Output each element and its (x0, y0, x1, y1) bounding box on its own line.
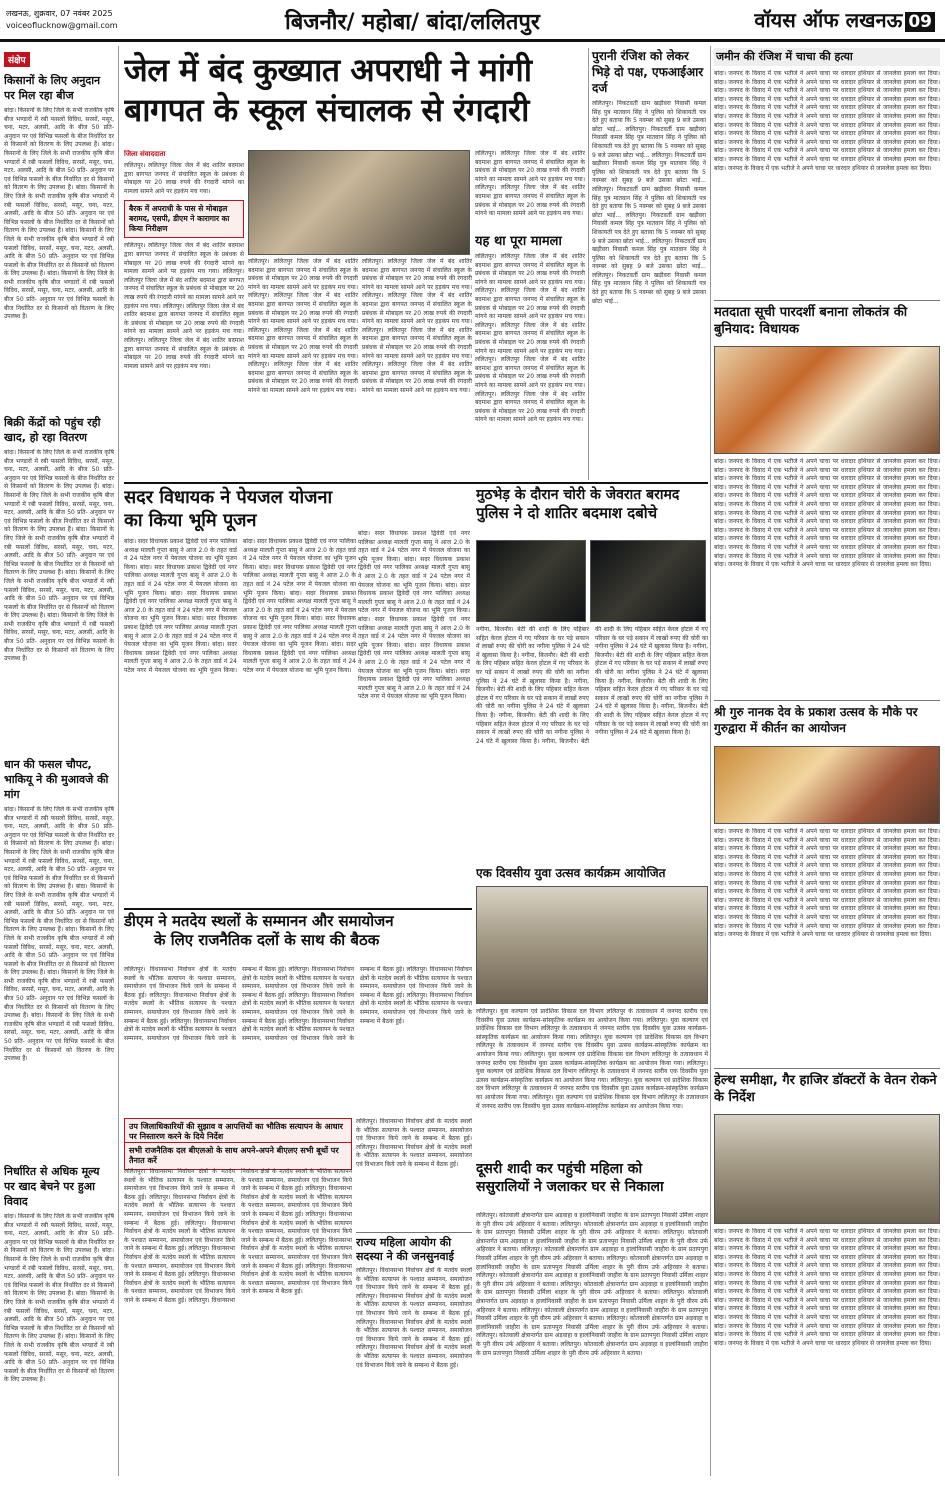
youth-fest-body: ललितपुर। युवा कल्याण एवं प्रादेशिक विकास दल विभाग ललितपुर के तत्वावधान में जनपद स्तरीय एक दिवसीय युवा उत्सव कार्यक्रम-सांस्कृतिक कार्यक्रम का आयोजन किया गया। ललितपुर। युवा कल्याण एवं प्रादेशिक विकास दल विभाग ललितपुर के तत्वावधान में जनपद स्तरीय एक दिवसीय युवा उत्सव कार्यक्रम-सांस्कृतिक कार्यक्रम का आयोजन किया गया। ललितपुर। युवा कल्याण एवं प्रादेशिक विकास दल विभाग ललितपुर के तत्वावधान में जनपद स्तरीय एक दिवसीय युवा उत्सव कार्यक्रम-सांस्कृतिक कार्यक्रम का आयोजन किया गया। ललितपुर। युवा कल्याण एवं प्रादेशिक विकास दल विभाग ललितपुर के तत्वावधान में जनपद स्तरीय एक दिवसीय युवा उत्सव कार्यक्रम-सांस्कृतिक कार्यक्रम का आयोजन किया गया। ललितपुर। युवा कल्याण एवं प्रादेशिक विकास दल विभाग ललितपुर के तत्वावधान में जनपद स्तरीय एक दिवसीय युवा उत्सव कार्यक्रम-सांस्कृतिक कार्यक्रम का आयोजन किया गया। ललितपुर। युवा कल्याण एवं प्रादेशिक विकास दल विभाग ललितपुर के तत्वावधान में जनपद स्तरीय एक दिवसीय युवा उत्सव कार्यक्रम-सांस्कृतिक कार्यक्रम का आयोजन किया गया। ललितपुर। युवा कल्याण एवं प्रादेशिक विकास दल विभाग ललितपुर के तत्वावधान में जनपद स्तरीय एक दिवसीय युवा उत्सव कार्यक्रम-सांस्कृतिक कार्यक्रम का आयोजन किया गया। (476, 1008, 708, 1110)
health-review-photo (714, 1114, 940, 1224)
sidebar (4, 48, 114, 1478)
masthead-left (6, 8, 118, 32)
brand-name: वॉयस ऑफ लखनऊ (754, 8, 903, 32)
lead-body-col3: ललितपुर। ललितपुर जिला जेल में बंद शातिर बदमाश द्वारा बागपत जनपद में संचालित स्कूल के प्रबंधक से मोबाइल पर 20 लाख रुपये की रंगदारी मांगने का मामला सामने आने पर हड़कंप मच गया। ललितपुर। ललितपुर जिला जेल में बंद शातिर बदमाश द्वारा बागपत जनपद में संचालित स्कूल के प्रबंधक से मोबाइल पर 20 लाख रुपये की रंगदारी मांगने का मामला सामने आने पर हड़कंप मच गया। ललितपुर। ललितपुर जिला जेल में बंद शातिर बदमाश द्वारा बागपत जनपद में संचालित स्कूल के प्रबंधक से मोबाइल पर 20 लाख रुपये की रंगदारी मांगने का मामला सामने आने पर हड़कंप मच गया। ललितपुर। ललितपुर जिला जेल में बंद शातिर बदमाश द्वारा बागपत जनपद में संचालित स्कूल के प्रबंधक से मोबाइल पर 20 लाख रुपये की रंगदारी मांगने का मामला सामने आने पर हड़कंप मच गया। (362, 258, 472, 394)
section-title: बिजनौर/ महोबा/ बांदा/ललितपुर (285, 10, 540, 35)
encounter-body: नगीना, बिजनौर। बेटी की शादी के लिए पहिबार सहित केरल होटल में गए परिवार के घर पड़े सकान में लाखों रुपए की चोरी का नगीना पुलिस ने 24 घंटे में खुलासा किया है। नगीना, बिजनौर। बेटी की शादी के लिए पहिबार सहित केरल होटल में गए परिवार के घर पड़े सकान में लाखों रुपए की चोरी का नगीना पुलिस ने 24 घंटे में खुलासा किया है। नगीना, बिजनौर। बेटी की शादी के लिए पहिबार सहित केरल होटल में गए परिवार के घर पड़े सकान में लाखों रुपए की चोरी का नगीना पुलिस ने 24 घंटे में खुलासा किया है। नगीना, बिजनौर। बेटी की शादी के लिए पहिबार सहित केरल होटल में गए परिवार के घर पड़े सकान में लाखों रुपए की चोरी का नगीना पुलिस ने 24 घंटे में खुलासा किया है। नगीना, बिजनौर। बेटी की शादी के लिए पहिबार सहित केरल होटल में गए परिवार के घर पड़े सकान में लाखों रुपए की चोरी का नगीना पुलिस ने 24 घंटे में खुलासा किया है। नगीना, बिजनौर। बेटी की शादी के लिए पहिबार सहित केरल होटल में गए परिवार के घर पड़े सकान में लाखों रुपए की चोरी का नगीना पुलिस ने 24 घंटे में खुलासा किया है। नगीना, बिजनौर। बेटी की शादी के लिए पहिबार सहित केरल होटल में गए परिवार के घर पड़े सकान में लाखों रुपए की चोरी का नगीना पुलिस ने 24 घंटे में खुलासा किया है। नगीना, बिजनौर। बेटी की शादी के लिए पहिबार सहित केरल होटल में गए परिवार के घर पड़े सकान में लाखों रुपए की चोरी का नगीना पुलिस ने 24 घंटे में खुलासा किया है। (476, 626, 708, 745)
brief-headline: बिक्री केंद्रों को पहुंच रही खाद, हो रहा वितरण (4, 416, 101, 444)
brief-body: बांदा। किसानों के लिए जिले के सभी राजकीय कृषि बीज भण्डारों में रबी फसलों विविध, सरसों, मसूर, चना, मटर, अलसी, आदि के बीज 50 प्रति- अनुदान पर एवं विभिन्न फसलों के बीज निर्धारित दर से किसानों को वितरण के लिए उपलब्ध हैं। बांदा। किसानों के लिए जिले के सभी राजकीय कृषि बीज भण्डारों में रबी फसलों विविध, सरसों, मसूर, चना, मटर, अलसी, आदि के बीज 50 प्रति- अनुदान पर एवं विभिन्न फसलों के बीज निर्धारित दर से किसानों को वितरण के लिए उपलब्ध हैं। बांदा। किसानों के लिए जिले के सभी राजकीय कृषि बीज भण्डारों में रबी फसलों विविध, सरसों, मसूर, चना, मटर, अलसी, आदि के बीज 50 प्रति- अनुदान पर एवं विभिन्न फसलों के बीज निर्धारित दर से किसानों को वितरण के लिए उपलब्ध हैं। बांदा। किसानों के लिए जिले के सभी राजकीय कृषि बीज भण्डारों में रबी फसलों विविध, सरसों, मसूर, चना, मटर, अलसी, आदि के बीज 50 प्रति- अनुदान पर एवं विभिन्न फसलों के बीज निर्धारित दर से किसानों को वितरण के लिए उपलब्ध हैं। बांदा। किसानों के लिए जिले के सभी राजकीय कृषि बीज भण्डारों में रबी फसलों विविध, सरसों, मसूर, चना, मटर, अलसी, आदि के बीज 50 प्रति- अनुदान पर एवं विभिन्न फसलों के बीज निर्धारित दर से किसानों को वितरण के लिए उपलब्ध हैं। (4, 107, 114, 321)
marriage-body: ललितपुर। कोतवाली क्षेत्रान्तर्गत ग्राम अड़वाहा व हालांनिवासी जाहौरा के ग्राम प्रतापपुरा निवासी उर्मिला शाहार के पुरी वीरम उर्फ अहिरवार ने बताया। ललितपुर। कोतवाली क्षेत्रान्तर्गत ग्राम अड़वाहा व हालांनिवासी जाहौरा के ग्राम प्रतापपुरा निवासी उर्मिला शाहार के पुरी वीरम उर्फ अहिरवार ने बताया। ललितपुर। कोतवाली क्षेत्रान्तर्गत ग्राम अड़वाहा व हालांनिवासी जाहौरा के ग्राम प्रतापपुरा निवासी उर्मिला शाहार के पुरी वीरम उर्फ अहिरवार ने बताया। ललितपुर। कोतवाली क्षेत्रान्तर्गत ग्राम अड़वाहा व हालांनिवासी जाहौरा के ग्राम प्रतापपुरा निवासी उर्मिला शाहार के पुरी वीरम उर्फ अहिरवार ने बताया। ललितपुर। कोतवाली क्षेत्रान्तर्गत ग्राम अड़वाहा व हालांनिवासी जाहौरा के ग्राम प्रतापपुरा निवासी उर्मिला शाहार के पुरी वीरम उर्फ अहिरवार ने बताया। ललितपुर। कोतवाली क्षेत्रान्तर्गत ग्राम अड़वाहा व हालांनिवासी जाहौरा के ग्राम प्रतापपुरा निवासी उर्मिला शाहार के पुरी वीरम उर्फ अहिरवार ने बताया। ललितपुर। कोतवाली क्षेत्रान्तर्गत ग्राम अड़वाहा व हालांनिवासी जाहौरा के ग्राम प्रतापपुरा निवासी उर्मिला शाहार के पुरी वीरम उर्फ अहिरवार ने बताया। ललितपुर। कोतवाली क्षेत्रान्तर्गत ग्राम अड़वाहा व हालांनिवासी जाहौरा के ग्राम प्रतापपुरा निवासी उर्मिला शाहार के पुरी वीरम उर्फ अहिरवार ने बताया। ललितपुर। कोतवाली क्षेत्रान्तर्गत ग्राम अड़वाहा व हालांनिवासी जाहौरा के ग्राम प्रतापपुरा निवासी उर्मिला शाहार के पुरी वीरम उर्फ अहिरवार ने बताया। ललितपुर। कोतवाली क्षेत्रान्तर्गत ग्राम अड़वाहा व हालांनिवासी जाहौरा के ग्राम प्रतापपुरा निवासी उर्मिला शाहार के पुरी वीरम उर्फ अहिरवार ने बताया। ललितपुर। कोतवाली क्षेत्रान्तर्गत ग्राम अड़वाहा व हालांनिवासी जाहौरा के ग्राम प्रतापपुरा निवासी उर्मिला शाहार के पुरी वीरम उर्फ अहिरवार ने बताया। ललितपुर। कोतवाली क्षेत्रान्तर्गत ग्राम अड़वाहा व हालांनिवासी जाहौरा के ग्राम प्रतापपुरा निवासी उर्मिला शाहार के पुरी वीरम उर्फ अहिरवार ने बताया। (476, 1212, 708, 1357)
lead-body-col2: ललितपुर। ललितपुर जिला जेल में बंद शातिर बदमाश द्वारा बागपत जनपद में संचालित स्कूल के प्रबंधक से मोबाइल पर 20 लाख रुपये की रंगदारी मांगने का मामला सामने आने पर हड़कंप मच गया। ललितपुर। ललितपुर जिला जेल में बंद शातिर बदमाश द्वारा बागपत जनपद में संचालित स्कूल के प्रबंधक से मोबाइल पर 20 लाख रुपये की रंगदारी मांगने का मामला सामने आने पर हड़कंप मच गया। ललितपुर। ललितपुर जिला जेल में बंद शातिर बदमाश द्वारा बागपत जनपद में संचालित स्कूल के प्रबंधक से मोबाइल पर 20 लाख रुपये की रंगदारी मांगने का मामला सामने आने पर हड़कंप मच गया। ललितपुर। ललितपुर जिला जेल में बंद शातिर बदमाश द्वारा बागपत जनपद में संचालित स्कूल के प्रबंधक से मोबाइल पर 20 लाख रुपये की रंगदारी मांगने का मामला सामने आने पर हड़कंप मच गया। (248, 258, 358, 394)
brief-body: बांदा। किसानों के लिए जिले के सभी राजकीय कृषि बीज भण्डारों में रबी फसलों विविध, सरसों, मसूर, चना, मटर, अलसी, आदि के बीज 50 प्रति- अनुदान पर एवं विभिन्न फसलों के बीज निर्धारित दर से किसानों को वितरण के लिए उपलब्ध हैं। बांदा। किसानों के लिए जिले के सभी राजकीय कृषि बीज भण्डारों में रबी फसलों विविध, सरसों, मसूर, चना, मटर, अलसी, आदि के बीज 50 प्रति- अनुदान पर एवं विभिन्न फसलों के बीज निर्धारित दर से किसानों को वितरण के लिए उपलब्ध हैं। बांदा। किसानों के लिए जिले के सभी राजकीय कृषि बीज भण्डारों में रबी फसलों विविध, सरसों, मसूर, चना, मटर, अलसी, आदि के बीज 50 प्रति- अनुदान पर एवं विभिन्न फसलों के बीज निर्धारित दर से किसानों को वितरण के लिए उपलब्ध हैं। बांदा। किसानों के लिए जिले के सभी राजकीय कृषि बीज भण्डारों में रबी फसलों विविध, सरसों, मसूर, चना, मटर, अलसी, आदि के बीज 50 प्रति- अनुदान पर एवं विभिन्न फसलों के बीज निर्धारित दर से किसानों को वितरण के लिए उपलब्ध हैं। (4, 1213, 114, 1384)
masthead (0, 0, 945, 42)
encounter-headline: मुठभेड़ के दौरान चोरी के जेवरात बरामद पुलिस ने दो शातिर बदमाश दबोचे (476, 487, 680, 522)
commission-headline: राज्य महिला आयोग की सदस्या ने की जनसुनवाई (356, 1232, 472, 1264)
lead-photo-jail (248, 150, 470, 255)
lead-highlight-box: बैरक में अपराधी के पास से मोबाइल बरामद, एसपी, डीएम ने कारागार का किया निरीक्षण (124, 200, 244, 238)
brief-body: बांदा। किसानों के लिए जिले के सभी राजकीय कृषि बीज भण्डारों में रबी फसलों विविध, सरसों, मसूर, चना, मटर, अलसी, आदि के बीज 50 प्रति- अनुदान पर एवं विभिन्न फसलों के बीज निर्धारित दर से किसानों को वितरण के लिए उपलब्ध हैं। बांदा। किसानों के लिए जिले के सभी राजकीय कृषि बीज भण्डारों में रबी फसलों विविध, सरसों, मसूर, चना, मटर, अलसी, आदि के बीज 50 प्रति- अनुदान पर एवं विभिन्न फसलों के बीज निर्धारित दर से किसानों को वितरण के लिए उपलब्ध हैं। बांदा। किसानों के लिए जिले के सभी राजकीय कृषि बीज भण्डारों में रबी फसलों विविध, सरसों, मसूर, चना, मटर, अलसी, आदि के बीज 50 प्रति- अनुदान पर एवं विभिन्न फसलों के बीज निर्धारित दर से किसानों को वितरण के लिए उपलब्ध हैं। बांदा। किसानों के लिए जिले के सभी राजकीय कृषि बीज भण्डारों में रबी फसलों विविध, सरसों, मसूर, चना, मटर, अलसी, आदि के बीज 50 प्रति- अनुदान पर एवं विभिन्न फसलों के बीज निर्धारित दर से किसानों को वितरण के लिए उपलब्ध हैं। बांदा। किसानों के लिए जिले के सभी राजकीय कृषि बीज भण्डारों में रबी फसलों विविध, सरसों, मसूर, चना, मटर, अलसी, आदि के बीज 50 प्रति- अनुदान पर एवं विभिन्न फसलों के बीज निर्धारित दर से किसानों को वितरण के लिए उपलब्ध हैं। (4, 449, 114, 663)
uncle-murder-story: जमीन की रंजिश में चाचा की हत्या बांदा। जनपद के विवाद में एक भतीजे ने अपने चाचा पर धारदार हथियार से जानलेवा हमला कर दिया। बांदा। जनपद के विवाद में एक भतीजे ने अपने चाचा पर धारदार हथियार से जानलेवा हमला कर दिया। बांदा। जनपद के विवाद में एक भतीजे ने अपने चाचा पर धारदार हथियार से जानलेवा हमला कर दिया। बांदा। जनपद के विवाद में एक भतीजे ने अपने चाचा पर धारदार हथियार से जानलेवा हमला कर दिया। बांदा। जनपद के विवाद में एक भतीजे ने अपने चाचा पर धारदार हथियार से जानलेवा हमला कर दिया। बांदा। जनपद के विवाद में एक भतीजे ने अपने चाचा पर धारदार हथियार से जानलेवा हमला कर दिया। बांदा। जनपद के विवाद में एक भतीजे ने अपने चाचा पर धारदार हथियार से जानलेवा हमला कर दिया। बांदा। जनपद के विवाद में एक भतीजे ने अपने चाचा पर धारदार हथियार से जानलेवा हमला कर दिया। बांदा। जनपद के विवाद में एक भतीजे ने अपने चाचा पर धारदार हथियार से जानलेवा हमला कर दिया। बांदा। जनपद के विवाद में एक भतीजे ने अपने चाचा पर धारदार हथियार से जानलेवा हमला कर दिया। बांदा। जनपद के विवाद में एक भतीजे ने अपने चाचा पर धारदार हथियार से जानलेवा हमला कर दिया। बांदा। जनपद के विवाद में एक भतीजे ने अपने चाचा पर धारदार हथियार से जानलेवा हमला कर दिया। (714, 50, 940, 172)
divider (714, 700, 940, 701)
voter-list-headline: मतदाता सूची पारदर्शी बनाना लोकतंत्र की बुनियाद: विधायक (714, 305, 908, 337)
women-commission: ललितपुर। विधानसभा निर्वाचन क्षेत्रों के मतदेय स्थलों के भौतिक सत्यापन के पश्चात सम्मानन, समायोजन एवं विभाजन किये जाने के सम्बन्ध में बैठक हुई। ललितपुर। विधानसभा निर्वाचन क्षेत्रों के मतदेय स्थलों के भौतिक सत्यापन के पश्चात सम्मानन, समायोजन एवं विभाजन किये जाने के सम्बन्ध में बैठक हुई। राज्य महिला आयोग की सदस्या ने की जनसुनवाई ललितपुर। विधानसभा निर्वाचन क्षेत्रों के मतदेय स्थलों के भौतिक सत्यापन के पश्चात सम्मानन, समायोजन एवं विभाजन किये जाने के सम्बन्ध में बैठक हुई। ललितपुर। विधानसभा निर्वाचन क्षेत्रों के मतदेय स्थलों के भौतिक सत्यापन के पश्चात सम्मानन, समायोजन एवं विभाजन किये जाने के सम्बन्ध में बैठक हुई। ललितपुर। विधानसभा निर्वाचन क्षेत्रों के मतदेय स्थलों के भौतिक सत्यापन के पश्चात सम्मानन, समायोजन एवं विभाजन किये जाने के सम्बन्ध में बैठक हुई। ललितपुर। विधानसभा निर्वाचन क्षेत्रों के मतदेय स्थलों के भौतिक सत्यापन के पश्चात सम्मानन, समायोजन एवं विभाजन किये जाने के सम्बन्ध में बैठक हुई। (356, 1118, 472, 1369)
column-rule (118, 46, 119, 1476)
lead-byline: जिला संवाददाता (124, 150, 166, 158)
divider (714, 300, 940, 301)
rivalry-headline: पुरानी रंजिश को लेकर भिड़े दो पक्ष, एफआईआर दर्ज (592, 49, 704, 95)
divider (124, 908, 472, 910)
brief-headline: किसानों के लिए अनुदान पर मिल रहा बीज (4, 74, 101, 102)
sidebar-label: संक्षेप (4, 52, 30, 67)
lead-headline: जेल में बंद कुख्यात अपराधी ने मांगी बागपत के स्कूल संचालक से रंगदारी (124, 51, 532, 129)
column-rule (710, 46, 711, 1476)
dm-meeting-headline: डीएम ने मतदेय स्थलों के सम्मानन और समायोजन के लिए राजनैतिक दलों के साथ की बैठक (124, 912, 394, 949)
gurudwara-headline: श्री गुरु नानक देव के प्रकाश उत्सव के मौके पर गुरुद्वारा में कीर्तन का आयोजन (714, 705, 918, 735)
dm-highlight-1: उप जिलाधिकारियों की सुझाव व आपत्तियों का भौतिक सत्यापन के आधार पर निस्तारण करने के दिये निर्देश (124, 1118, 352, 1146)
divider (714, 1068, 940, 1069)
uncle-murder-headline: जमीन की रंजिश में चाचा की हत्या (714, 48, 940, 66)
story-rivalry: पुरानी रंजिश को लेकर भिड़े दो पक्ष, एफआईआर दर्ज ललितपुर। निकटवर्ती ग्राम खड़ीवरा निवासी कमल सिंह पुत्र मातवान सिंह ने पुलिस को शिकायती पत्र देते हुए बताया कि 5 नवम्बर को सुबह 9 बजे उसका छोटा भाई... ललितपुर। निकटवर्ती ग्राम खड़ीवरा निवासी कमल सिंह पुत्र मातवान सिंह ने पुलिस को शिकायती पत्र देते हुए बताया कि 5 नवम्बर को सुबह 9 बजे उसका छोटा भाई... ललितपुर। निकटवर्ती ग्राम खड़ीवरा निवासी कमल सिंह पुत्र मातवान सिंह ने पुलिस को शिकायती पत्र देते हुए बताया कि 5 नवम्बर को सुबह 9 बजे उसका छोटा भाई... ललितपुर। निकटवर्ती ग्राम खड़ीवरा निवासी कमल सिंह पुत्र मातवान सिंह ने पुलिस को शिकायती पत्र देते हुए बताया कि 5 नवम्बर को सुबह 9 बजे उसका छोटा भाई... ललितपुर। निकटवर्ती ग्राम खड़ीवरा निवासी कमल सिंह पुत्र मातवान सिंह ने पुलिस को शिकायती पत्र देते हुए बताया कि 5 नवम्बर को सुबह 9 बजे उसका छोटा भाई... ललितपुर। निकटवर्ती ग्राम खड़ीवरा निवासी कमल सिंह पुत्र मातवान सिंह ने पुलिस को शिकायती पत्र देते हुए बताया कि 5 नवम्बर को सुबह 9 बजे उसका छोटा भाई... ललितपुर। निकटवर्ती ग्राम खड़ीवरा निवासी कमल सिंह पुत्र मातवान सिंह ने पुलिस को शिकायती पत्र देते हुए बताया कि 5 नवम्बर को सुबह 9 बजे उसका छोटा भाई... (588, 48, 706, 480)
lead-body-col4: ललितपुर। ललितपुर जिला जेल में बंद शातिर बदमाश द्वारा बागपत जनपद में संचालित स्कूल के प्रबंधक से मोबाइल पर 20 लाख रुपये की रंगदारी मांगने का मामला सामने आने पर हड़कंप मच गया। ललितपुर। ललितपुर जिला जेल में बंद शातिर बदमाश द्वारा बागपत जनपद में संचालित स्कूल के प्रबंधक से मोबाइल पर 20 लाख रुपये की रंगदारी मांगने का मामला सामने आने पर हड़कंप मच गया। यह था पूरा मामला ललितपुर। ललितपुर जिला जेल में बंद शातिर बदमाश द्वारा बागपत जनपद में संचालित स्कूल के प्रबंधक से मोबाइल पर 20 लाख रुपये की रंगदारी मांगने का मामला सामने आने पर हड़कंप मच गया। ललितपुर। ललितपुर जिला जेल में बंद शातिर बदमाश द्वारा बागपत जनपद में संचालित स्कूल के प्रबंधक से मोबाइल पर 20 लाख रुपये की रंगदारी मांगने का मामला सामने आने पर हड़कंप मच गया। ललितपुर। ललितपुर जिला जेल में बंद शातिर बदमाश द्वारा बागपत जनपद में संचालित स्कूल के प्रबंधक से मोबाइल पर 20 लाख रुपये की रंगदारी मांगने का मामला सामने आने पर हड़कंप मच गया। ललितपुर। ललितपुर जिला जेल में बंद शातिर बदमाश द्वारा बागपत जनपद में संचालित स्कूल के प्रबंधक से मोबाइल पर 20 लाख रुपये की रंगदारी मांगने का मामला सामने आने पर हड़कंप मच गया। ललितपुर। ललितपुर जिला जेल में बंद शातिर बदमाश द्वारा बागपत जनपद में संचालित स्कूल के प्रबंधक से मोबाइल पर 20 लाख रुपये की रंगदारी मांगने का मामला सामने आने पर हड़कंप मच गया। (475, 150, 585, 424)
voter-list-body: बांदा। जनपद के विवाद में एक भतीजे ने अपने चाचा पर धारदार हथियार से जानलेवा हमला कर दिया। बांदा। जनपद के विवाद में एक भतीजे ने अपने चाचा पर धारदार हथियार से जानलेवा हमला कर दिया। बांदा। जनपद के विवाद में एक भतीजे ने अपने चाचा पर धारदार हथियार से जानलेवा हमला कर दिया। बांदा। जनपद के विवाद में एक भतीजे ने अपने चाचा पर धारदार हथियार से जानलेवा हमला कर दिया। बांदा। जनपद के विवाद में एक भतीजे ने अपने चाचा पर धारदार हथियार से जानलेवा हमला कर दिया। बांदा। जनपद के विवाद में एक भतीजे ने अपने चाचा पर धारदार हथियार से जानलेवा हमला कर दिया। बांदा। जनपद के विवाद में एक भतीजे ने अपने चाचा पर धारदार हथियार से जानलेवा हमला कर दिया। बांदा। जनपद के विवाद में एक भतीजे ने अपने चाचा पर धारदार हथियार से जानलेवा हमला कर दिया। बांदा। जनपद के विवाद में एक भतीजे ने अपने चाचा पर धारदार हथियार से जानलेवा हमला कर दिया। बांदा। जनपद के विवाद में एक भतीजे ने अपने चाचा पर धारदार हथियार से जानलेवा हमला कर दिया। बांदा। जनपद के विवाद में एक भतीजे ने अपने चाचा पर धारदार हथियार से जानलेवा हमला कर दिया। बांदा। जनपद के विवाद में एक भतीजे ने अपने चाचा पर धारदार हथियार से जानलेवा हमला कर दिया। बांदा। जनपद के विवाद में एक भतीजे ने अपने चाचा पर धारदार हथियार से जानलेवा हमला कर दिया। (714, 458, 940, 569)
page-number: 09 (905, 12, 935, 32)
gurudwara-photo (714, 746, 940, 824)
encounter-photo-1 (476, 540, 586, 622)
dateline: लखनऊ, शुक्रवार, 07 नवंबर 2025 (6, 9, 113, 18)
marriage-headline: दूसरी शादी कर पहुंची महिला को ससुरालियों ने जलाकर घर से निकाला (476, 1161, 664, 1195)
lead-body: जिला संवाददाता ललितपुर। ललितपुर जिला जेल में बंद शातिर बदमाश द्वारा बागपत जनपद में संचालित स्कूल के प्रबंधक से मोबाइल पर 20 लाख रुपये की रंगदारी मांगने का मामला सामने आने पर हड़कंप मच गया। बैरक में अपराधी के पास से मोबाइल बरामद, एसपी, डीएम ने कारागार का किया निरीक्षण ललितपुर। ललितपुर जिला जेल में बंद शातिर बदमाश द्वारा बागपत जनपद में संचालित स्कूल के प्रबंधक से मोबाइल पर 20 लाख रुपये की रंगदारी मांगने का मामला सामने आने पर हड़कंप मच गया। ललितपुर। ललितपुर जिला जेल में बंद शातिर बदमाश द्वारा बागपत जनपद में संचालित स्कूल के प्रबंधक से मोबाइल पर 20 लाख रुपये की रंगदारी मांगने का मामला सामने आने पर हड़कंप मच गया। ललितपुर। ललितपुर जिला जेल में बंद शातिर बदमाश द्वारा बागपत जनपद में संचालित स्कूल के प्रबंधक से मोबाइल पर 20 लाख रुपये की रंगदारी मांगने का मामला सामने आने पर हड़कंप मच गया। ललितपुर। ललितपुर जिला जेल में बंद शातिर बदमाश द्वारा बागपत जनपद में संचालित स्कूल के प्रबंधक से मोबाइल पर 20 लाख रुपये की रंगदारी मांगने का मामला सामने आने पर हड़कंप मच गया। (124, 150, 244, 370)
youth-fest-headline: एक दिवसीय युवा उत्सव कार्यक्रम आयोजित (476, 866, 666, 880)
brand (754, 6, 935, 33)
divider (124, 482, 708, 484)
health-review-body: बांदा। जनपद के विवाद में एक भतीजे ने अपने चाचा पर धारदार हथियार से जानलेवा हमला कर दिया। बांदा। जनपद के विवाद में एक भतीजे ने अपने चाचा पर धारदार हथियार से जानलेवा हमला कर दिया। बांदा। जनपद के विवाद में एक भतीजे ने अपने चाचा पर धारदार हथियार से जानलेवा हमला कर दिया। बांदा। जनपद के विवाद में एक भतीजे ने अपने चाचा पर धारदार हथियार से जानलेवा हमला कर दिया। बांदा। जनपद के विवाद में एक भतीजे ने अपने चाचा पर धारदार हथियार से जानलेवा हमला कर दिया। बांदा। जनपद के विवाद में एक भतीजे ने अपने चाचा पर धारदार हथियार से जानलेवा हमला कर दिया। बांदा। जनपद के विवाद में एक भतीजे ने अपने चाचा पर धारदार हथियार से जानलेवा हमला कर दिया। बांदा। जनपद के विवाद में एक भतीजे ने अपने चाचा पर धारदार हथियार से जानलेवा हमला कर दिया। बांदा। जनपद के विवाद में एक भतीजे ने अपने चाचा पर धारदार हथियार से जानलेवा हमला कर दिया। बांदा। जनपद के विवाद में एक भतीजे ने अपने चाचा पर धारदार हथियार से जानलेवा हमला कर दिया। बांदा। जनपद के विवाद में एक भतीजे ने अपने चाचा पर धारदार हथियार से जानलेवा हमला कर दिया। बांदा। जनपद के विवाद में एक भतीजे ने अपने चाचा पर धारदार हथियार से जानलेवा हमला कर दिया। बांदा। जनपद के विवाद में एक भतीजे ने अपने चाचा पर धारदार हथियार से जानलेवा हमला कर दिया। बांदा। जनपद के विवाद में एक भतीजे ने अपने चाचा पर धारदार हथियार से जानलेवा हमला कर दिया। (714, 1228, 940, 1347)
water-headline: सदर विधायक ने पेयजल योजना का किया भूमि पूजन (124, 487, 333, 531)
dm-meeting-body-bottom: ललितपुर। विधानसभा निर्वाचन क्षेत्रों के मतदेय स्थलों के भौतिक सत्यापन के पश्चात सम्मानन, समायोजन एवं विभाजन किये जाने के सम्बन्ध में बैठक हुई। ललितपुर। विधानसभा निर्वाचन क्षेत्रों के मतदेय स्थलों के भौतिक सत्यापन के पश्चात सम्मानन, समायोजन एवं विभाजन किये जाने के सम्बन्ध में बैठक हुई। ललितपुर। विधानसभा निर्वाचन क्षेत्रों के मतदेय स्थलों के भौतिक सत्यापन के पश्चात सम्मानन, समायोजन एवं विभाजन किये जाने के सम्बन्ध में बैठक हुई। ललितपुर। विधानसभा निर्वाचन क्षेत्रों के मतदेय स्थलों के भौतिक सत्यापन के पश्चात सम्मानन, समायोजन एवं विभाजन किये जाने के सम्बन्ध में बैठक हुई। ललितपुर। विधानसभा निर्वाचन क्षेत्रों के मतदेय स्थलों के भौतिक सत्यापन के पश्चात सम्मानन, समायोजन एवं विभाजन किये जाने के सम्बन्ध में बैठक हुई। ललितपुर। विधानसभा निर्वाचन क्षेत्रों के मतदेय स्थलों के भौतिक सत्यापन के पश्चात सम्मानन, समायोजन एवं विभाजन किये जाने के सम्बन्ध में बैठक हुई। ललितपुर। विधानसभा निर्वाचन क्षेत्रों के मतदेय स्थलों के भौतिक सत्यापन के पश्चात सम्मानन, समायोजन एवं विभाजन किये जाने के सम्बन्ध में बैठक हुई। ललितपुर। विधानसभा निर्वाचन क्षेत्रों के मतदेय स्थलों के भौतिक सत्यापन के पश्चात सम्मानन, समायोजन एवं विभाजन किये जाने के सम्बन्ध में बैठक हुई। ललितपुर। विधानसभा निर्वाचन क्षेत्रों के मतदेय स्थलों के भौतिक सत्यापन के पश्चात सम्मानन, समायोजन एवं विभाजन किये जाने के सम्बन्ध में बैठक हुई। ललितपुर। विधानसभा निर्वाचन क्षेत्रों के मतदेय स्थलों के भौतिक सत्यापन के पश्चात सम्मानन, समायोजन एवं विभाजन किये जाने के सम्बन्ध में बैठक हुई। (124, 1168, 352, 1304)
water-body-col3: बांदा। सदर विधायक प्रकाश द्विवेदी एवं नगर पालिका अध्यक्ष मालती गुप्ता बासु ने आज 2.0 के तहत वार्ड नं 24 पटेल नगर में पेयजल योजना का भूमि पूजन किया। बांदा। सदर विधायक प्रकाश द्विवेदी एवं नगर पालिका अध्यक्ष मालती गुप्ता बासु ने आज 2.0 के तहत वार्ड नं 24 पटेल नगर में पेयजल योजना का भूमि पूजन किया। बांदा। सदर विधायक प्रकाश द्विवेदी एवं नगर पालिका अध्यक्ष मालती गुप्ता बासु ने आज 2.0 के तहत वार्ड नं 24 पटेल नगर में पेयजल योजना का भूमि पूजन किया। बांदा। सदर विधायक प्रकाश द्विवेदी एवं नगर पालिका अध्यक्ष मालती गुप्ता बासु ने आज 2.0 के तहत वार्ड नं 24 पटेल नगर में पेयजल योजना का भूमि पूजन किया। बांदा। सदर विधायक प्रकाश द्विवेदी एवं नगर पालिका अध्यक्ष मालती गुप्ता बासु ने आज 2.0 के तहत वार्ड नं 24 पटेल नगर में पेयजल योजना का भूमि पूजन किया। बांदा। सदर विधायक प्रकाश द्विवेदी एवं नगर पालिका अध्यक्ष मालती गुप्ता बासु ने आज 2.0 के तहत वार्ड नं 24 पटेल नगर में पेयजल योजना का भूमि पूजन किया। (358, 530, 470, 701)
story-water-scheme: सदर विधायक ने पेयजल योजना का किया भूमि पूजन बांदा। सदर विधायक प्रकाश द्विवेदी एवं नगर पालिका अध्यक्ष मालती गुप्ता बासु ने आज 2.0 के तहत वार्ड नं 24 पटेल नगर में पेयजल योजना का भूमि पूजन किया। बांदा। सदर विधायक प्रकाश द्विवेदी एवं नगर पालिका अध्यक्ष मालती गुप्ता बासु ने आज 2.0 के तहत वार्ड नं 24 पटेल नगर में पेयजल योजना का भूमि पूजन किया। बांदा। सदर विधायक प्रकाश द्विवेदी एवं नगर पालिका अध्यक्ष मालती गुप्ता बासु ने आज 2.0 के तहत वार्ड नं 24 पटेल नगर में पेयजल योजना का भूमि पूजन किया। बांदा। सदर विधायक प्रकाश द्विवेदी एवं नगर पालिका अध्यक्ष मालती गुप्ता बासु ने आज 2.0 के तहत वार्ड नं 24 पटेल नगर में पेयजल योजना का भूमि पूजन किया। बांदा। सदर विधायक प्रकाश द्विवेदी एवं नगर पालिका अध्यक्ष मालती गुप्ता बासु ने आज 2.0 के तहत वार्ड नं 24 पटेल नगर में पेयजल योजना का भूमि पूजन किया। बांदा। सदर विधायक प्रकाश द्विवेदी एवं नगर पालिका अध्यक्ष मालती गुप्ता बासु ने आज 2.0 के तहत वार्ड नं 24 पटेल नगर में पेयजल योजना का भूमि पूजन किया। बांदा। सदर विधायक प्रकाश द्विवेदी एवं नगर पालिका अध्यक्ष मालती गुप्ता बासु ने आज 2.0 के तहत वार्ड नं 24 पटेल नगर में पेयजल योजना का भूमि पूजन किया। बांदा। सदर विधायक प्रकाश द्विवेदी एवं नगर पालिका अध्यक्ष मालती गुप्ता बासु ने आज 2.0 के तहत वार्ड नं 24 पटेल नगर में पेयजल योजना का भूमि पूजन किया। बांदा। सदर विधायक प्रकाश द्विवेदी एवं नगर पालिका अध्यक्ष मालती गुप्ता बासु ने आज 2.0 के तहत वार्ड नं 24 पटेल नगर में पेयजल योजना का भूमि पूजन किया। बांदा। सदर विधायक प्रकाश द्विवेदी एवं नगर पालिका अध्यक्ष मालती गुप्ता बासु ने आज 2.0 के तहत वार्ड नं 24 पटेल नगर में पेयजल योजना का भूमि पूजन किया। (124, 487, 356, 674)
email: voiceoflucknow@gmail.com (6, 21, 118, 30)
health-review-headline: हेल्थ समीक्षा, गैर हाजिर डॉक्टरों के वेतन रोकने के निर्देश (714, 1073, 937, 1105)
lead-subhead: यह था पूरा मामला (475, 234, 562, 249)
gurudwara-body: बांदा। जनपद के विवाद में एक भतीजे ने अपने चाचा पर धारदार हथियार से जानलेवा हमला कर दिया। बांदा। जनपद के विवाद में एक भतीजे ने अपने चाचा पर धारदार हथियार से जानलेवा हमला कर दिया। बांदा। जनपद के विवाद में एक भतीजे ने अपने चाचा पर धारदार हथियार से जानलेवा हमला कर दिया। बांदा। जनपद के विवाद में एक भतीजे ने अपने चाचा पर धारदार हथियार से जानलेवा हमला कर दिया। बांदा। जनपद के विवाद में एक भतीजे ने अपने चाचा पर धारदार हथियार से जानलेवा हमला कर दिया। बांदा। जनपद के विवाद में एक भतीजे ने अपने चाचा पर धारदार हथियार से जानलेवा हमला कर दिया। बांदा। जनपद के विवाद में एक भतीजे ने अपने चाचा पर धारदार हथियार से जानलेवा हमला कर दिया। बांदा। जनपद के विवाद में एक भतीजे ने अपने चाचा पर धारदार हथियार से जानलेवा हमला कर दिया। बांदा। जनपद के विवाद में एक भतीजे ने अपने चाचा पर धारदार हथियार से जानलेवा हमला कर दिया। बांदा। जनपद के विवाद में एक भतीजे ने अपने चाचा पर धारदार हथियार से जानलेवा हमला कर दिया। बांदा। जनपद के विवाद में एक भतीजे ने अपने चाचा पर धारदार हथियार से जानलेवा हमला कर दिया। बांदा। जनपद के विवाद में एक भतीजे ने अपने चाचा पर धारदार हथियार से जानलेवा हमला कर दिया। बांदा। जनपद के विवाद में एक भतीजे ने अपने चाचा पर धारदार हथियार से जानलेवा हमला कर दिया। (714, 828, 940, 939)
voter-list-photo (714, 346, 940, 454)
youth-fest-photo (476, 886, 708, 1004)
dm-highlight-2: सभी राजनैतिक दल बीएलओ के साथ अपने-अपने बीएलए सभी बूथों पर तैनात करें (124, 1142, 352, 1170)
brief-headline: धान की फसल चौपट, भाकियू ने की मुआवजे की मांग (4, 758, 109, 801)
encounter-photo-2 (590, 540, 706, 622)
brief-headline: निर्धारित से अधिक मूल्य पर खाद बेचने पर हुआ विवाद (4, 1165, 100, 1208)
dm-meeting-body-top: ललितपुर। विधानसभा निर्वाचन क्षेत्रों के मतदेय स्थलों के भौतिक सत्यापन के पश्चात सम्मानन, समायोजन एवं विभाजन किये जाने के सम्बन्ध में बैठक हुई। ललितपुर। विधानसभा निर्वाचन क्षेत्रों के मतदेय स्थलों के भौतिक सत्यापन के पश्चात सम्मानन, समायोजन एवं विभाजन किये जाने के सम्बन्ध में बैठक हुई। ललितपुर। विधानसभा निर्वाचन क्षेत्रों के मतदेय स्थलों के भौतिक सत्यापन के पश्चात सम्मानन, समायोजन एवं विभाजन किये जाने के सम्बन्ध में बैठक हुई। ललितपुर। विधानसभा निर्वाचन क्षेत्रों के मतदेय स्थलों के भौतिक सत्यापन के पश्चात सम्मानन, समायोजन एवं विभाजन किये जाने के सम्बन्ध में बैठक हुई। ललितपुर। विधानसभा निर्वाचन क्षेत्रों के मतदेय स्थलों के भौतिक सत्यापन के पश्चात सम्मानन, समायोजन एवं विभाजन किये जाने के सम्बन्ध में बैठक हुई। ललितपुर। विधानसभा निर्वाचन क्षेत्रों के मतदेय स्थलों के भौतिक सत्यापन के पश्चात सम्मानन, समायोजन एवं विभाजन किये जाने के सम्बन्ध में बैठक हुई। ललितपुर। विधानसभा निर्वाचन क्षेत्रों के मतदेय स्थलों के भौतिक सत्यापन के पश्चात सम्मानन, समायोजन एवं विभाजन किये जाने के सम्बन्ध में बैठक हुई। ललितपुर। विधानसभा निर्वाचन क्षेत्रों के मतदेय स्थलों के भौतिक सत्यापन के पश्चात सम्मानन, समायोजन एवं विभाजन किये जाने के सम्बन्ध में बैठक हुई। (124, 966, 472, 1042)
brief-body: बांदा। किसानों के लिए जिले के सभी राजकीय कृषि बीज भण्डारों में रबी फसलों विविध, सरसों, मसूर, चना, मटर, अलसी, आदि के बीज 50 प्रति- अनुदान पर एवं विभिन्न फसलों के बीज निर्धारित दर से किसानों को वितरण के लिए उपलब्ध हैं। बांदा। किसानों के लिए जिले के सभी राजकीय कृषि बीज भण्डारों में रबी फसलों विविध, सरसों, मसूर, चना, मटर, अलसी, आदि के बीज 50 प्रति- अनुदान पर एवं विभिन्न फसलों के बीज निर्धारित दर से किसानों को वितरण के लिए उपलब्ध हैं। बांदा। किसानों के लिए जिले के सभी राजकीय कृषि बीज भण्डारों में रबी फसलों विविध, सरसों, मसूर, चना, मटर, अलसी, आदि के बीज 50 प्रति- अनुदान पर एवं विभिन्न फसलों के बीज निर्धारित दर से किसानों को वितरण के लिए उपलब्ध हैं। बांदा। किसानों के लिए जिले के सभी राजकीय कृषि बीज भण्डारों में रबी फसलों विविध, सरसों, मसूर, चना, मटर, अलसी, आदि के बीज 50 प्रति- अनुदान पर एवं विभिन्न फसलों के बीज निर्धारित दर से किसानों को वितरण के लिए उपलब्ध हैं। बांदा। किसानों के लिए जिले के सभी राजकीय कृषि बीज भण्डारों में रबी फसलों विविध, सरसों, मसूर, चना, मटर, अलसी, आदि के बीज 50 प्रति- अनुदान पर एवं विभिन्न फसलों के बीज निर्धारित दर से किसानों को वितरण के लिए उपलब्ध हैं। बांदा। किसानों के लिए जिले के सभी राजकीय कृषि बीज भण्डारों में रबी फसलों विविध, सरसों, मसूर, चना, मटर, अलसी, आदि के बीज 50 प्रति- अनुदान पर एवं विभिन्न फसलों के बीज निर्धारित दर से किसानों को वितरण के लिए उपलब्ध हैं। (4, 806, 114, 1063)
